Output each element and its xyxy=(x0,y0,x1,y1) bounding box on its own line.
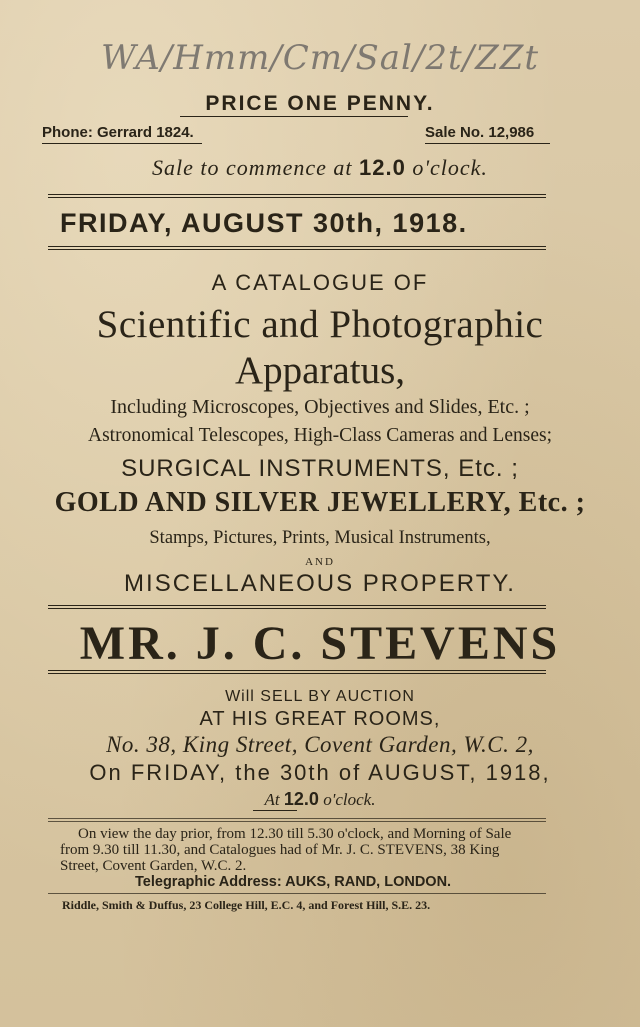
miscellaneous-line: MISCELLANEOUS PROPERTY. xyxy=(124,570,516,597)
address-line: No. 38, King Street, Covent Garden, W.C. 2, xyxy=(106,732,534,757)
view-line-3: Street, Covent Garden, W.C. 2. xyxy=(60,858,247,874)
astronomical-line: Astronomical Telescopes, High-Class Cameras and Lenses; xyxy=(87,425,552,446)
price-line: PRICE ONE PENNY. xyxy=(205,92,435,115)
catalogue-heading: A CATALOGUE OF xyxy=(211,270,429,295)
view-line-1: On view the day prior, from 12.30 till 5.30 o'clock, and Morning of Sale xyxy=(78,826,512,842)
sale-date: FRIDAY, AUGUST 30th, 1918. xyxy=(60,208,468,238)
auctioneer-rule-top xyxy=(48,605,546,606)
at-oclock: o'clock. xyxy=(318,790,376,809)
title-line-1: Scientific and Photographic xyxy=(96,303,544,346)
on-friday-line: On FRIDAY, the 30th of AUGUST, 1918, xyxy=(89,760,551,785)
will-sell-line: Will SELL BY AUCTION xyxy=(225,688,415,705)
at-time-line xyxy=(0,789,640,810)
at-text: At xyxy=(264,790,284,809)
auctioneer-name: MR. J. C. STEVENS xyxy=(79,617,561,670)
and-word: AND xyxy=(305,556,335,568)
phone-underline xyxy=(42,143,202,144)
price-underline xyxy=(180,116,408,117)
jewellery-line: GOLD AND SILVER JEWELLERY, Etc. ; xyxy=(54,487,586,518)
handwritten-annotation: WA/Hmm/Cm/Sal/2t/ZZt xyxy=(100,38,540,78)
sale-underline xyxy=(425,143,550,144)
date-rule-bottom xyxy=(48,246,546,247)
at-time: 12.0 xyxy=(283,789,319,809)
phone-number: Phone: Gerrard 1824. xyxy=(42,124,194,141)
printer-imprint: Riddle, Smith & Duffus, 23 College Hill, E.C. 4, and Forest Hill, S.E. 23. xyxy=(62,898,431,912)
at-time-underline xyxy=(253,810,297,811)
commence-text: Sale to commence at xyxy=(152,155,359,180)
date-rule-top xyxy=(48,194,546,195)
sale-number: Sale No. 12,986 xyxy=(425,124,535,141)
printer-rule xyxy=(48,893,546,894)
telegraphic-address: Telegraphic Address: AUKS, RAND, LONDON. xyxy=(135,874,452,890)
including-line: Including Microscopes, Objectives and Slides, Etc. ; xyxy=(110,396,530,418)
commence-time: 12.0 xyxy=(358,155,406,180)
stamps-line: Stamps, Pictures, Prints, Musical Instruments, xyxy=(149,528,491,548)
view-line-2: from 9.30 till 11.30, and Catalogues had of Mr. J. C. STEVENS, 38 King xyxy=(60,842,500,858)
title-line-2: Apparatus, xyxy=(234,349,406,392)
auctioneer-rule-bottom xyxy=(48,670,546,671)
view-rule-top xyxy=(48,818,546,819)
sale-commence-line xyxy=(0,155,640,181)
surgical-line: SURGICAL INSTRUMENTS, Etc. ; xyxy=(121,455,519,482)
commence-oclock: o'clock. xyxy=(405,155,488,180)
rooms-line: AT HIS GREAT ROOMS, xyxy=(199,708,441,730)
